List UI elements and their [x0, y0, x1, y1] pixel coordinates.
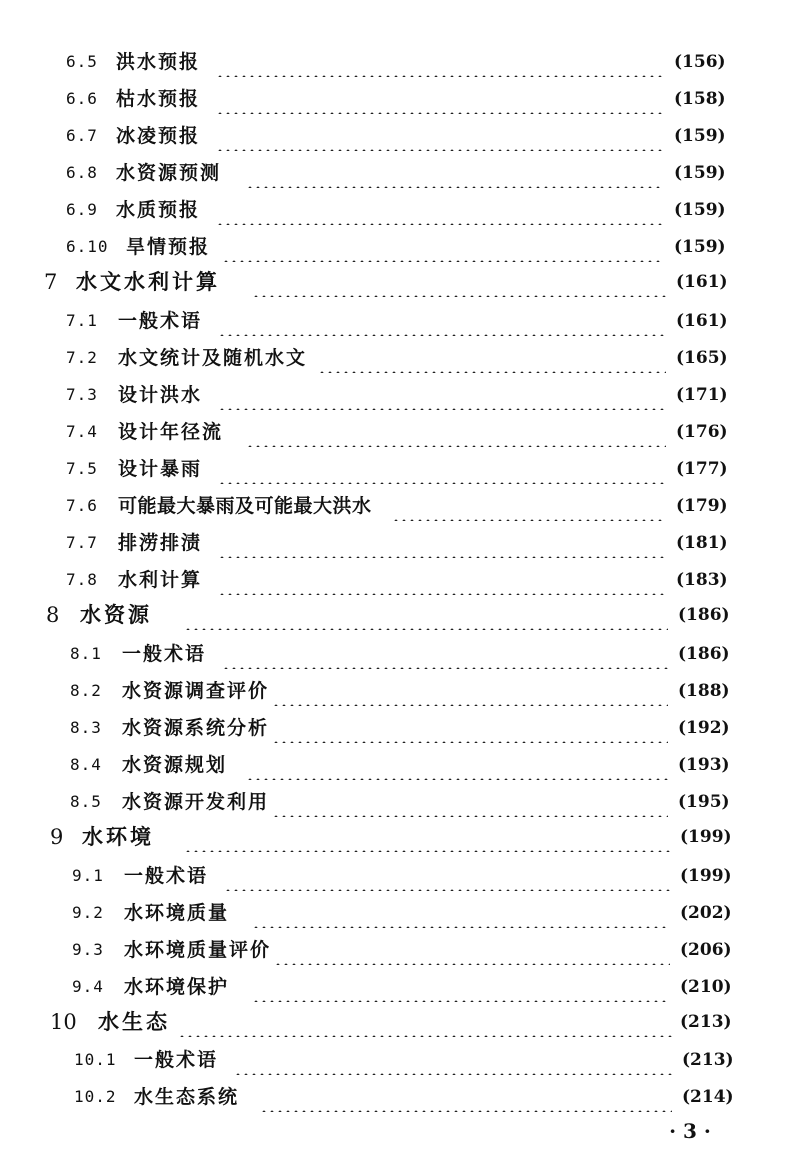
entry-page: (186)	[678, 605, 730, 625]
toc-entry[interactable]	[0, 861, 790, 891]
entry-page: (199)	[680, 866, 732, 886]
leader-dots	[234, 1045, 672, 1075]
entry-number: 7.3	[66, 385, 98, 404]
entry-title: 一般术语	[118, 310, 203, 332]
entry-page: (195)	[678, 792, 730, 812]
entry-number: 6.8	[66, 163, 98, 182]
leader-dots	[272, 676, 668, 706]
entry-title: 水生态系统	[134, 1086, 240, 1108]
chapter-title: 水环境	[82, 825, 154, 849]
entry-number: 6.7	[66, 126, 98, 145]
entry-page: (213)	[682, 1050, 734, 1070]
entry-number: 7.4	[66, 422, 98, 441]
leader-dots	[252, 267, 666, 297]
entry-page: (158)	[674, 89, 726, 109]
toc-entry[interactable]	[0, 528, 790, 558]
toc-chapter[interactable]	[0, 600, 790, 630]
entry-number: 7.7	[66, 533, 98, 552]
toc-entry[interactable]	[0, 787, 790, 817]
entry-page: (213)	[680, 1012, 732, 1032]
entry-page: (214)	[682, 1087, 734, 1107]
entry-title: 旱情预报	[126, 236, 211, 258]
leader-dots	[216, 195, 664, 225]
entry-number: 7.5	[66, 459, 98, 478]
toc-entry[interactable]	[0, 935, 790, 965]
entry-title: 设计暴雨	[118, 458, 203, 480]
entry-page: (165)	[676, 348, 728, 368]
leader-dots	[184, 822, 670, 852]
entry-page: (206)	[680, 940, 732, 960]
toc-chapter[interactable]	[0, 267, 790, 297]
entry-page: (171)	[676, 385, 728, 405]
entry-page: (193)	[678, 755, 730, 775]
chapter-number: 9	[50, 825, 64, 849]
leader-dots	[222, 232, 664, 262]
entry-number: 9.3	[72, 940, 104, 959]
entry-page: (186)	[678, 644, 730, 664]
chapter-title: 水生态	[98, 1010, 170, 1034]
leader-dots	[218, 528, 666, 558]
entry-title: 设计年径流	[118, 421, 224, 443]
leader-dots	[216, 121, 664, 151]
entry-number: 7.1	[66, 311, 98, 330]
entry-page: (159)	[674, 237, 726, 257]
entry-page: (161)	[676, 311, 728, 331]
toc-entry[interactable]	[0, 898, 790, 928]
toc-entry[interactable]	[0, 454, 790, 484]
leader-dots	[246, 417, 666, 447]
toc-entry[interactable]	[0, 232, 790, 262]
entry-page: (156)	[674, 52, 726, 72]
entry-number: 8.2	[70, 681, 102, 700]
entry-number: 8.3	[70, 718, 102, 737]
entry-title: 水文统计及随机水文	[118, 347, 308, 369]
toc-entry[interactable]	[0, 639, 790, 669]
entry-title: 冰凌预报	[116, 125, 201, 147]
leader-dots	[218, 454, 666, 484]
entry-page: (159)	[674, 163, 726, 183]
entry-page: (161)	[676, 272, 728, 292]
entry-title: 水资源预测	[116, 162, 222, 184]
toc-entry[interactable]	[0, 1045, 790, 1075]
entry-title: 排涝排渍	[118, 532, 203, 554]
entry-title: 水资源规划	[122, 754, 228, 776]
toc-entry[interactable]	[0, 306, 790, 336]
toc-entry[interactable]	[0, 195, 790, 225]
entry-number: 6.10	[66, 237, 109, 256]
leader-dots	[246, 750, 668, 780]
entry-number: 9.2	[72, 903, 104, 922]
entry-page: (199)	[680, 827, 732, 847]
entry-title: 水利计算	[118, 569, 203, 591]
entry-title: 一般术语	[122, 643, 207, 665]
entry-number: 8.5	[70, 792, 102, 811]
leader-dots	[272, 787, 668, 817]
entry-page: (159)	[674, 126, 726, 146]
leader-dots	[178, 1007, 672, 1037]
leader-dots	[392, 491, 666, 521]
entry-title: 设计洪水	[118, 384, 203, 406]
toc-entry[interactable]	[0, 491, 790, 521]
leader-dots	[218, 565, 666, 595]
entry-page: (210)	[680, 977, 732, 997]
entry-title: 一般术语	[134, 1049, 219, 1071]
entry-number: 9.1	[72, 866, 104, 885]
chapter-number: 7	[44, 270, 58, 294]
entry-page: (183)	[676, 570, 728, 590]
leader-dots	[252, 972, 670, 1002]
toc-entry[interactable]	[0, 380, 790, 410]
entry-number: 7.6	[66, 496, 98, 515]
entry-number: 7.2	[66, 348, 98, 367]
leader-dots	[222, 639, 668, 669]
entry-page: (179)	[676, 496, 728, 516]
toc-entry[interactable]	[0, 47, 790, 77]
entry-title: 水资源开发利用	[122, 791, 270, 813]
leader-dots	[224, 861, 670, 891]
toc-entry[interactable]	[0, 1082, 790, 1112]
toc-entry[interactable]	[0, 565, 790, 595]
entry-number: 6.5	[66, 52, 98, 71]
leader-dots	[216, 84, 664, 114]
entry-title: 洪水预报	[116, 51, 201, 73]
entry-title: 水环境质量	[124, 902, 230, 924]
chapter-number: 8	[46, 603, 60, 627]
toc-entry[interactable]	[0, 750, 790, 780]
toc-chapter[interactable]	[0, 1007, 790, 1037]
entry-title: 水资源调查评价	[122, 680, 270, 702]
entry-title: 水环境质量评价	[124, 939, 272, 961]
entry-number: 6.6	[66, 89, 98, 108]
entry-number: 10.1	[74, 1050, 117, 1069]
chapter-title: 水资源	[80, 603, 152, 627]
toc-entry[interactable]	[0, 343, 790, 373]
entry-title: 水资源系统分析	[122, 717, 270, 739]
entry-page: (202)	[680, 903, 732, 923]
page-number: · 3 ·	[669, 1119, 711, 1143]
entry-title: 枯水预报	[116, 88, 201, 110]
entry-number: 6.9	[66, 200, 98, 219]
entry-page: (188)	[678, 681, 730, 701]
leader-dots	[184, 600, 668, 630]
entry-number: 8.4	[70, 755, 102, 774]
toc-entry[interactable]	[0, 713, 790, 743]
leader-dots	[218, 306, 666, 336]
entry-title: 可能最大暴雨及可能最大洪水	[118, 495, 372, 517]
entry-title: 一般术语	[124, 865, 209, 887]
entry-page: (181)	[676, 533, 728, 553]
leader-dots	[260, 1082, 672, 1112]
toc-entry[interactable]	[0, 972, 790, 1002]
entry-title: 水环境保护	[124, 976, 230, 998]
leader-dots	[272, 713, 668, 743]
entry-page: (192)	[678, 718, 730, 738]
chapter-number: 10	[50, 1010, 77, 1034]
toc-entry[interactable]	[0, 84, 790, 114]
toc-entry[interactable]	[0, 158, 790, 188]
entry-page: (177)	[676, 459, 728, 479]
entry-title: 水质预报	[116, 199, 201, 221]
toc-chapter[interactable]	[0, 822, 790, 852]
entry-page: (176)	[676, 422, 728, 442]
leader-dots	[218, 380, 666, 410]
toc-entry[interactable]	[0, 121, 790, 151]
chapter-title: 水文水利计算	[76, 270, 220, 294]
toc-entry[interactable]	[0, 676, 790, 706]
entry-number: 9.4	[72, 977, 104, 996]
leader-dots	[246, 158, 664, 188]
toc-entry[interactable]	[0, 417, 790, 447]
leader-dots	[216, 47, 664, 77]
leader-dots	[252, 898, 670, 928]
entry-number: 7.8	[66, 570, 98, 589]
leader-dots	[274, 935, 670, 965]
entry-number: 8.1	[70, 644, 102, 663]
entry-page: (159)	[674, 200, 726, 220]
leader-dots	[318, 343, 666, 373]
entry-number: 10.2	[74, 1087, 117, 1106]
